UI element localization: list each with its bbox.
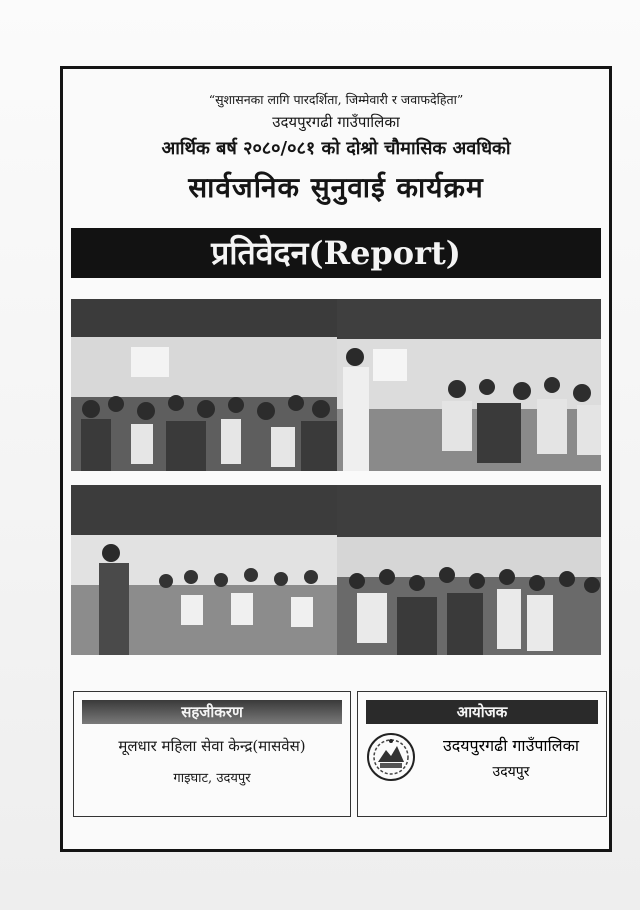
facilitator-address: गाइघाट, उदयपुर [173, 771, 251, 786]
organization-text: उदयपुरगढी गाउँपालिका [272, 113, 400, 131]
facilitator-heading: सहजीकरण [82, 700, 342, 724]
organizer-place: उदयपुर [492, 763, 530, 780]
period-text: आर्थिक बर्ष २०८०/०८१ को दोश्रो चौमासिक अवधिको [161, 138, 511, 159]
event-photo-2 [337, 299, 601, 471]
report-banner: प्रतिवेदन(Report) [71, 228, 601, 278]
slogan-text: “सुशासनका लागि पारदर्शिता, जिम्मेवारी र जवाफदेहिता” [208, 92, 464, 107]
event-photo-4 [337, 485, 601, 655]
organizer-box [357, 691, 607, 817]
organizer-name: उदयपुरगढी गाउँपालिका [443, 735, 579, 755]
event-photo-3 [71, 485, 337, 655]
municipality-emblem-icon [366, 732, 416, 782]
facilitator-name: मूलधार महिला सेवा केन्द्र(मासवेस) [118, 737, 306, 755]
photo-collage [71, 299, 601, 659]
organizer-row [358, 732, 606, 782]
event-photo-1 [71, 299, 337, 471]
organizer-text [416, 734, 606, 781]
organizer-heading: आयोजक [366, 700, 598, 724]
cover-frame [60, 66, 612, 852]
program-title: सार्वजनिक सुनुवाई कार्यक्रम [188, 171, 484, 204]
facilitator-box [73, 691, 351, 817]
cover-header [63, 89, 609, 206]
